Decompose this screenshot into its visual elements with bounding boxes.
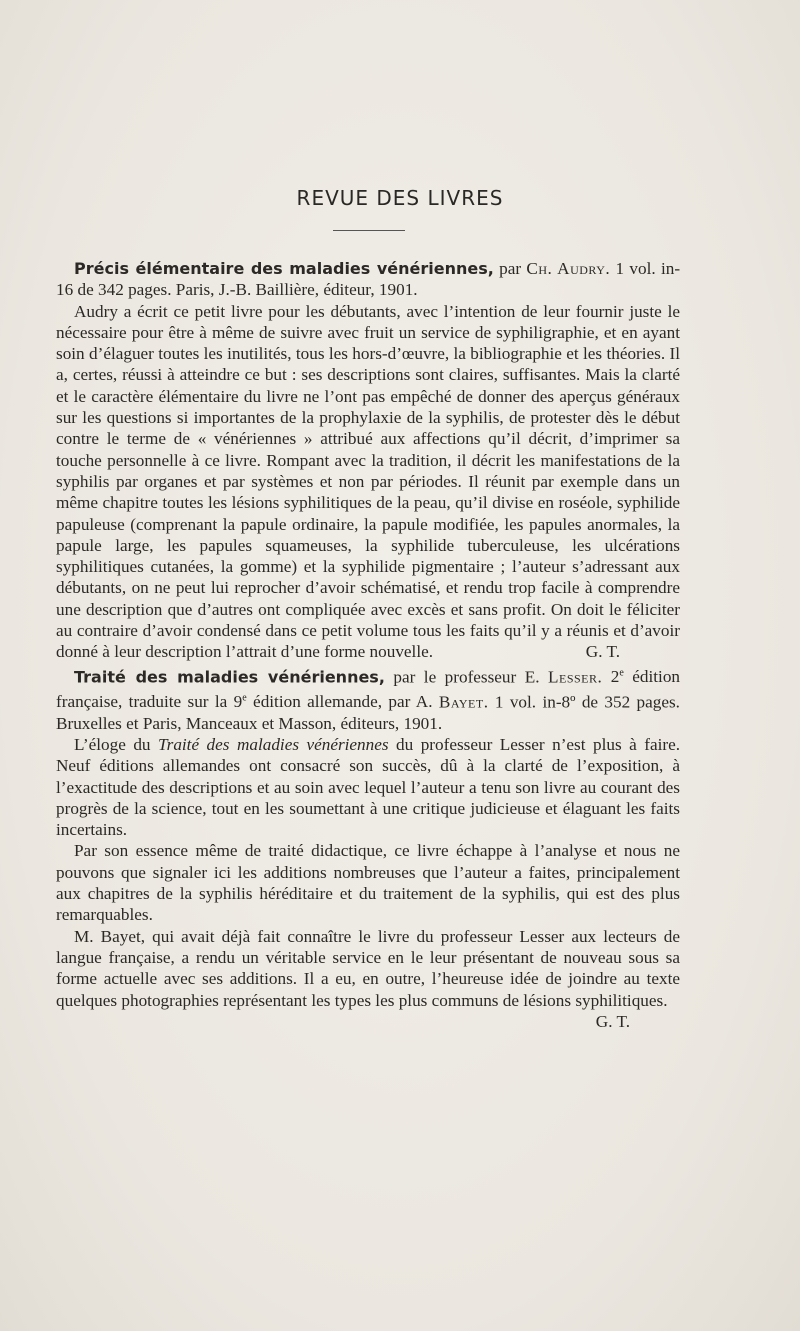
author-name: Ch. Audry. [526,259,611,278]
review-text: Audry a écrit ce petit livre pour les débutants, avec l’intention de leur fournir juste le nécessaire pour être à même de suivre avec fruit un service de syphiligraphie, et en ayant soin d’élaguer toutes les inutilités, tous les hors-d’œuvre, la bibliographie et les théories. Il a, certes, réussi à atteindre ce but : ses descriptions sont claires, suffisantes. Mais la clarté et le caractère élémentaire du livre ne l’ont pas empêché de donner des aperçus généraux sur les questions si importantes de la prophylaxie de la syphilis, de protester dès le début contre le terme de « vénériennes » attribué aux affections qu’il décrit, d’imprimer sa touche personnelle à ce livre. Rompant avec la tradition, il décrit les manifestations de la syphilis par organes et par systèmes et non par périodes. Il réunit par exemple dans un même chapitre toutes les lésions syphilitiques de la peau, qu’il divise en roséole, syphilide papuleuse (comprenant la papule ordinaire, la papule modifiée, les papules anormales, la papule large, les papules squameuses, la syphilide tuberculeuse, les ulcérations syphilitiques cutanées, la gomme) et la syphilide pigmentaire ; l’auteur s’adressant aux débutants, on ne peut lui reprocher d’avoir schématisé, et rendu trop facile à comprendre une description que d’autres ont compliquée avec excès et sans profit. On doit le féliciter au contraire d’avoir condensé dans ce petit volume tous les faits qu’il y a réunis et d’avoir donné à leur description l’attrait d’une forme nouvelle. G. T. [56,301,680,662]
review-paragraph: M. Bayet, qui avait déjà fait connaître le livre du professeur Lesser aux lecteurs de langue française, a rendu un véritable service en le leur présentant de nouveau sous sa forme actuelle avec ses additions. Il a eu, en outre, l’heureuse idée de joindre au texte quelques photographies représentant les types les plus communs de lésions syphilitiques. G. T. [56,926,680,1031]
edition-info: 2e édition française, traduite sur la 9e édition allemande, par A. [56,667,681,712]
publication-details: 1 vol. in-16 de 342 pages. Paris, J.-B. Baillière, éditeur, 1901. [56,259,681,300]
signature: G. T. [595,1011,630,1031]
book-title: Traité des maladies vénériennes, [74,667,385,687]
by-label: par le professeur E. [393,667,540,687]
by-label: par [499,259,522,278]
book-title-italic: Traité des maladies vénériennes [158,735,389,754]
section-title: REVUE DES LIVRES [296,186,504,210]
reviews-body [56,258,680,1032]
review-audry [56,258,680,663]
author-name: Lesser. [547,667,603,687]
review-paragraph: Par son essence même de traité didactique, ce livre échappe à l’analyse et nous ne pouvons que signaler ici les additions nombreuses que l’auteur a faites, principalement aux chapitres de la syphilis héréditaire et du traitement de la syphilis, qui est des plus remarquables. [56,841,680,925]
signature: G. T. [585,642,620,662]
translator-name: Bayet. [438,692,489,712]
review-heading [56,258,680,301]
review-lesser [56,663,680,1033]
book-title: Précis élémentaire des maladies vénériennes, [74,259,494,278]
review-heading [56,663,680,734]
publication-details: 1 vol. in-8º de 352 pages. Bruxelles et Paris, Manceaux et Masson, éditeurs, 1901. [56,692,680,733]
title-divider [333,230,405,231]
review-paragraph: L’éloge du Traité des maladies vénériennes du professeur Lesser n’est plus à faire. Neuf éditions allemandes ont consacré son succès, dû à la clarté de l’exposition, à l’exactitude des descriptions et au soin avec lequel l’auteur a tenu son livre au courant des progrès de la science, tout en les soumettant à une critique judicieuse et élaguant les faits incertains. [56,735,680,840]
